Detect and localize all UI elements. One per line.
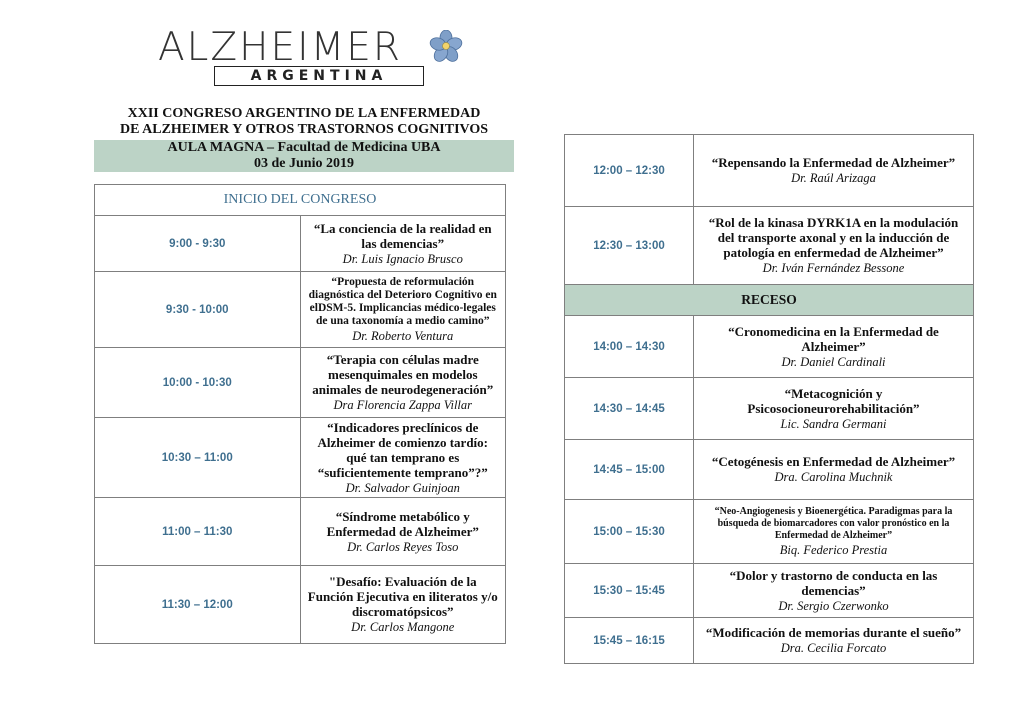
time-slot: 12:00 – 12:30 <box>565 135 694 207</box>
alzheimer-argentina-logo <box>158 25 470 86</box>
talk-title: “Modificación de memorias durante el sueño” <box>705 625 962 640</box>
talk-cell <box>694 316 974 378</box>
talk-cell <box>300 216 506 272</box>
table-row <box>565 618 974 664</box>
talk-title: "Desafío: Evaluación de la Función Ejecutiva en iliteratos y/o discromatópsicos” <box>307 574 498 619</box>
table-row <box>565 440 974 500</box>
talk-speaker: Dra. Carolina Muchnik <box>774 470 893 484</box>
table-row <box>565 207 974 285</box>
time-slot: 10:30 – 11:00 <box>95 418 301 498</box>
talk-speaker: Dr. Sergio Czerwonko <box>778 598 889 613</box>
congress-title-line-1: XXII CONGRESO ARGENTINO DE LA ENFERMEDAD <box>127 106 481 121</box>
table-row <box>565 316 974 378</box>
table-row <box>95 216 506 272</box>
afternoon-schedule-table <box>564 134 974 664</box>
talk-title: “Repensando la Enfermedad de Alzheimer” <box>711 155 956 170</box>
talk-speaker: Biq. Federico Prestia <box>779 542 888 557</box>
talk-title: “Terapia con células madre mesenquimales en modelos animales de neurodegeneración” <box>312 352 494 397</box>
talk-cell <box>300 348 506 418</box>
table-row <box>95 498 506 566</box>
talk-cell <box>694 618 974 664</box>
table-row <box>565 378 974 440</box>
time-slot: 14:30 – 14:45 <box>565 378 694 440</box>
time-slot: 11:00 – 11:30 <box>95 498 301 566</box>
talk-speaker: Dr. Carlos Reyes Toso <box>347 539 459 554</box>
talk-cell <box>694 207 974 285</box>
table-row <box>95 185 506 216</box>
talk-speaker: Dr. Roberto Ventura <box>352 328 454 343</box>
talk-title: “Rol de la kinasa DYRK1A en la modulación del transporte axonal y en la inducción de patología en enfermedad de Alzheimer” <box>708 215 959 260</box>
talk-cell <box>300 498 506 566</box>
forget-me-not-flower-icon <box>426 30 466 62</box>
talk-title: “Cetogénesis en Enfermedad de Alzheimer” <box>711 454 956 469</box>
table-row <box>565 564 974 618</box>
talk-speaker: Dr. Luis Ignacio Brusco <box>342 251 463 266</box>
time-slot: 15:30 – 15:45 <box>565 564 694 618</box>
talk-speaker: Dr. Salvador Guinjoan <box>345 480 460 495</box>
talk-cell <box>694 564 974 618</box>
time-slot: 12:30 – 13:00 <box>565 207 694 285</box>
talk-speaker: Dr. Raúl Arizaga <box>791 171 876 185</box>
section-heading: INICIO DEL CONGRESO <box>95 185 506 216</box>
talk-title: “Neo-Angiogenesis y Bioenergética. Paradigmas para la búsqueda de biomarcadores con valor pronóstico en la Enfermedad de Alzheimer” <box>714 505 953 541</box>
talk-cell <box>694 378 974 440</box>
talk-title: “Cronomedicina en la Enfermedad de Alzheimer” <box>728 323 939 354</box>
talk-speaker: Dra Florencia Zappa Villar <box>333 398 473 412</box>
logo-subtitle: ARGENTINA <box>250 68 388 84</box>
time-slot: 14:45 – 15:00 <box>565 440 694 500</box>
table-row <box>95 418 506 498</box>
table-row <box>565 500 974 564</box>
morning-schedule-table <box>94 184 506 644</box>
talk-cell <box>300 418 506 498</box>
talk-title: “Dolor y trastorno de conducta en las demencias” <box>729 567 938 598</box>
talk-title: “Propuesta de reformulación diagnóstica del Deterioro Cognitivo en elDSM-5. Implicancias médico-legales de una taxonomía a medio camino” <box>308 275 497 327</box>
talk-speaker: Lic. Sandra Germani <box>780 416 887 431</box>
talk-title: “La conciencia de la realidad en las demencias” <box>313 220 492 251</box>
talk-title: “Síndrome metabólico y Enfermedad de Alzheimer” <box>326 508 479 539</box>
talk-speaker: Dr. Iván Fernández Bessone <box>762 261 905 275</box>
table-row <box>95 272 506 348</box>
table-row <box>95 348 506 418</box>
venue-text: AULA MAGNA – Facultad de Medicina UBA <box>167 140 441 155</box>
recess-heading: RECESO <box>565 285 974 316</box>
talk-title: “Metacognición y Psicosocioneurorehabilitación” <box>747 385 920 416</box>
talk-cell <box>694 440 974 500</box>
talk-speaker: Dr. Carlos Mangone <box>351 620 455 634</box>
time-slot: 11:30 – 12:00 <box>95 566 301 644</box>
time-slot: 14:00 – 14:30 <box>565 316 694 378</box>
talk-title: “Indicadores preclínicos de Alzheimer de comienzo tardío: qué tan temprano es “suficientemente temprano”?” <box>317 419 489 480</box>
talk-speaker: Dr. Daniel Cardinali <box>781 354 886 369</box>
table-row <box>95 566 506 644</box>
talk-cell <box>300 272 506 348</box>
time-slot: 15:45 – 16:15 <box>565 618 694 664</box>
time-slot: 10:00 - 10:30 <box>95 348 301 418</box>
table-row <box>565 135 974 207</box>
congress-title-line-2: DE ALZHEIMER Y OTROS TRASTORNOS COGNITIVOS <box>119 122 489 137</box>
congress-date: 03 de Junio 2019 <box>254 156 354 171</box>
time-slot: 15:00 – 15:30 <box>565 500 694 564</box>
logo-wordmark: ALZHEIMER <box>158 25 402 70</box>
talk-cell <box>694 135 974 207</box>
talk-cell <box>694 500 974 564</box>
talk-cell <box>300 566 506 644</box>
time-slot: 9:30 - 10:00 <box>95 272 301 348</box>
table-row <box>565 285 974 316</box>
talk-speaker: Dra. Cecilia Forcato <box>780 641 887 655</box>
time-slot: 9:00 - 9:30 <box>95 216 301 272</box>
